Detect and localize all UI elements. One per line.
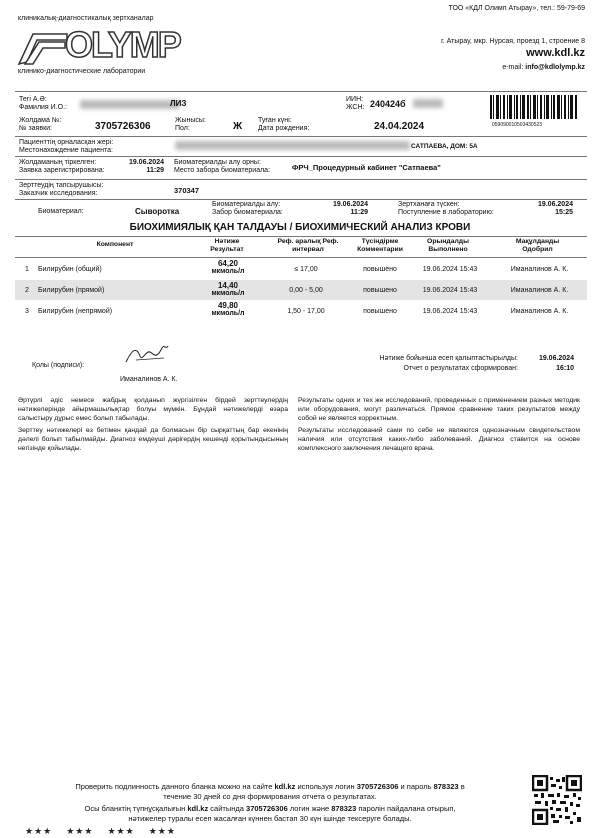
qr-code-icon: [532, 775, 582, 825]
col-result: Нәтиже Результат: [210, 238, 244, 253]
logo-emblem-icon: [15, 28, 71, 68]
collection-label: Биоматериалды алу: Забор биоматериала:: [212, 201, 283, 216]
registered-datetime: 19.06.2024 11:29: [128, 159, 164, 174]
company-line: [448, 5, 585, 13]
signature-name: Иманалинов А. К.: [120, 376, 178, 383]
star-icon: ★★★: [66, 826, 94, 836]
star-icon: ★★★: [148, 826, 176, 836]
name-label: Тегі А.Ә: Фамилия И.О.:: [19, 96, 67, 111]
iin-label: ИИН: ЖСН:: [346, 96, 365, 111]
row-result: 49,80 мкмоль/л: [211, 301, 245, 317]
report-title: БИОХИМИЯЛЫҚ ҚАН ТАЛДАУЫ / БИОХИМИЧЕСКИЙ АНАЛИЗ КРОВИ: [129, 222, 471, 233]
signature-scribble-icon: [122, 340, 172, 368]
table-row: [15, 258, 587, 279]
row-comment: повышено: [363, 287, 397, 294]
registered-label: Жолдаманың тіркелген: Заявка зарегистрирована:: [19, 159, 105, 174]
row-number: 3: [25, 308, 29, 315]
company-email: [502, 64, 585, 72]
row-ref: 1,50 - 17,00: [287, 308, 325, 315]
row-done: 19.06.2024 15:43: [422, 266, 478, 273]
row-result: 64,20 мкмоль/л: [211, 259, 245, 275]
barcode-icon: [490, 95, 578, 121]
report-formed-label: Нәтиже бойынша есеп қалыптастырылды: Отчет о результатах сформирован:: [379, 355, 518, 372]
received-label: Зертханаға түскен: Поступление в лабораторию:: [398, 201, 494, 216]
order-label: Жолдама №: № заявки:: [19, 117, 62, 132]
footer-site-link-kz[interactable]: kdl.kz: [187, 804, 209, 813]
row-done: 19.06.2024 15:43: [422, 287, 478, 294]
order-value: 3705726306: [95, 121, 151, 132]
name-value: ЛИЗ: [170, 99, 187, 108]
row-component: Билирубин (общий): [38, 266, 102, 273]
row-number: 2: [25, 287, 29, 294]
row-component: Билирубин (непрямой): [38, 308, 113, 315]
row-done: 19.06.2024 15:43: [422, 308, 478, 315]
company-address: г. Атырау, мкр. Нурсая, проезд 1, строение 8: [441, 38, 585, 45]
biomaterial-place-label: Биоматериалды алу орны: Место забора биоматериала:: [174, 159, 271, 174]
row-ref: 0,00 - 5,00: [289, 287, 323, 294]
received-datetime: 19.06.2024 15:25: [537, 201, 573, 216]
biomaterial-label: Биоматериал:: [38, 208, 84, 215]
note-ru-2: Результаты исследований сами по себе не являются однозначным свидетельством наличия или отсутствия каких-либо заболеваний. Диагноз ставится на основе комплексного заключения лечащего врача.: [298, 427, 580, 452]
row-component: Билирубин (прямой): [38, 287, 105, 294]
customer-label: Зерттеудің тапсырушысы: Заказчик исследования:: [19, 182, 104, 197]
biomaterial-place-value: ФРЧ_Процедурный кабинет "Сатпаева": [292, 163, 441, 172]
logo: [15, 24, 195, 72]
report-formed-datetime: 19.06.2024 16:10: [538, 355, 574, 372]
row-result: 14,40 мкмоль/л: [211, 281, 245, 297]
footer-stars-decoration: [25, 826, 176, 837]
col-component: Компонент: [96, 241, 134, 248]
col-comment: Түсіндірме Комментарии: [357, 238, 403, 253]
row-number: 1: [25, 266, 29, 273]
row-approved: Иманалинов А. К.: [510, 308, 569, 315]
email-link[interactable]: info@kdlolymp.kz: [525, 64, 585, 71]
footer-verify-kz: Осы бланктің түпнұсқалығын kdl.kz сайтында 3705726306 логин және 878323 паролін пайдалана отырып, нәтижелер туралы есеп жасалған күннен бастап 30 күн ішінде тексеруге болады.: [84, 804, 456, 823]
row-comment: повышено: [363, 308, 397, 315]
name-redaction: [80, 100, 180, 109]
collection-datetime: 19.06.2024 11:29: [332, 201, 368, 216]
signature-label: Қолы (подписи):: [32, 362, 85, 369]
lab-tagline-ru: клинико-диагностические лаборатории: [18, 68, 146, 75]
col-ref: Реф. аралық Реф. интервал: [277, 238, 339, 253]
note-kz-1: Әртүрлі әдіс немесе жабдық қолданып жүргізілген бірдей зерттеулердің нәтижелерінде айырмашылықтар болуы мүмкін. Бұндай нәтижелерді өзара салыстыру дұрыс емес болып табылады.: [18, 397, 288, 422]
barcode-number: 059090010503430523: [492, 122, 543, 128]
lab-tagline-kz: клиникалық-диагностикалық зертханалар: [18, 15, 154, 22]
company-name: ТОО «КДЛ Олимп Атырау», тел.: 59-79-69: [448, 5, 585, 12]
sex-value: Ж: [233, 121, 243, 132]
iin-value: 240424б: [370, 99, 406, 109]
biomaterial-value: Сыворотка: [135, 207, 180, 216]
logo-wordmark: OLYMP: [65, 24, 180, 65]
location-label: Пациенттің орналасқан жері: Местонахождение пациента:: [19, 139, 114, 154]
table-row: [15, 301, 587, 322]
row-comment: повышено: [363, 266, 397, 273]
note-kz-2: Зерттеу нәтижелері өз бетімен қандай да болмасын бір сырқаттың бар екенінің дәлелі болып табылмайды. Диагноз емдеуші дәрігердің кешенді қорытындысының негізінде қойылады.: [18, 427, 288, 452]
note-ru-1: Результаты одних и тех же исследований, проведенных с применением разных методик или оборудования, могут различаться. Прямое сравнение таких результатов между собой не является корректным.: [298, 397, 580, 422]
dob-label: Туған күні: Дата рождения:: [258, 117, 310, 132]
iin-redaction: [413, 99, 443, 108]
email-label: e-mail:: [502, 64, 524, 71]
row-approved: Иманалинов А. К.: [510, 287, 569, 294]
star-icon: ★★★: [25, 826, 53, 836]
row-ref: ≤ 17,00: [294, 266, 318, 273]
col-done: Орындалды Выполнено: [427, 238, 469, 253]
footer-verify-ru: Проверить подлинность данного бланка можно на сайте kdl.kz используя логин 3705726306 и пароль 878323 в течение 30 дней со дня формирования отчета о результатах.: [75, 782, 465, 801]
location-redaction: [175, 141, 410, 150]
col-approved: Мақұлданды Одобрил: [515, 238, 560, 253]
sex-label: Жынысы: Пол:: [175, 117, 206, 132]
company-website[interactable]: www.kdl.kz: [526, 47, 585, 59]
customer-value: 370347: [174, 186, 200, 195]
table-row: [15, 280, 587, 300]
dob-value: 24.04.2024: [374, 121, 425, 132]
location-value: САТПАЕВА, ДОМ: 5А: [411, 143, 478, 150]
star-icon: ★★★: [107, 826, 135, 836]
footer-site-link[interactable]: kdl.kz: [274, 782, 296, 791]
row-approved: Иманалинов А. К.: [510, 266, 569, 273]
